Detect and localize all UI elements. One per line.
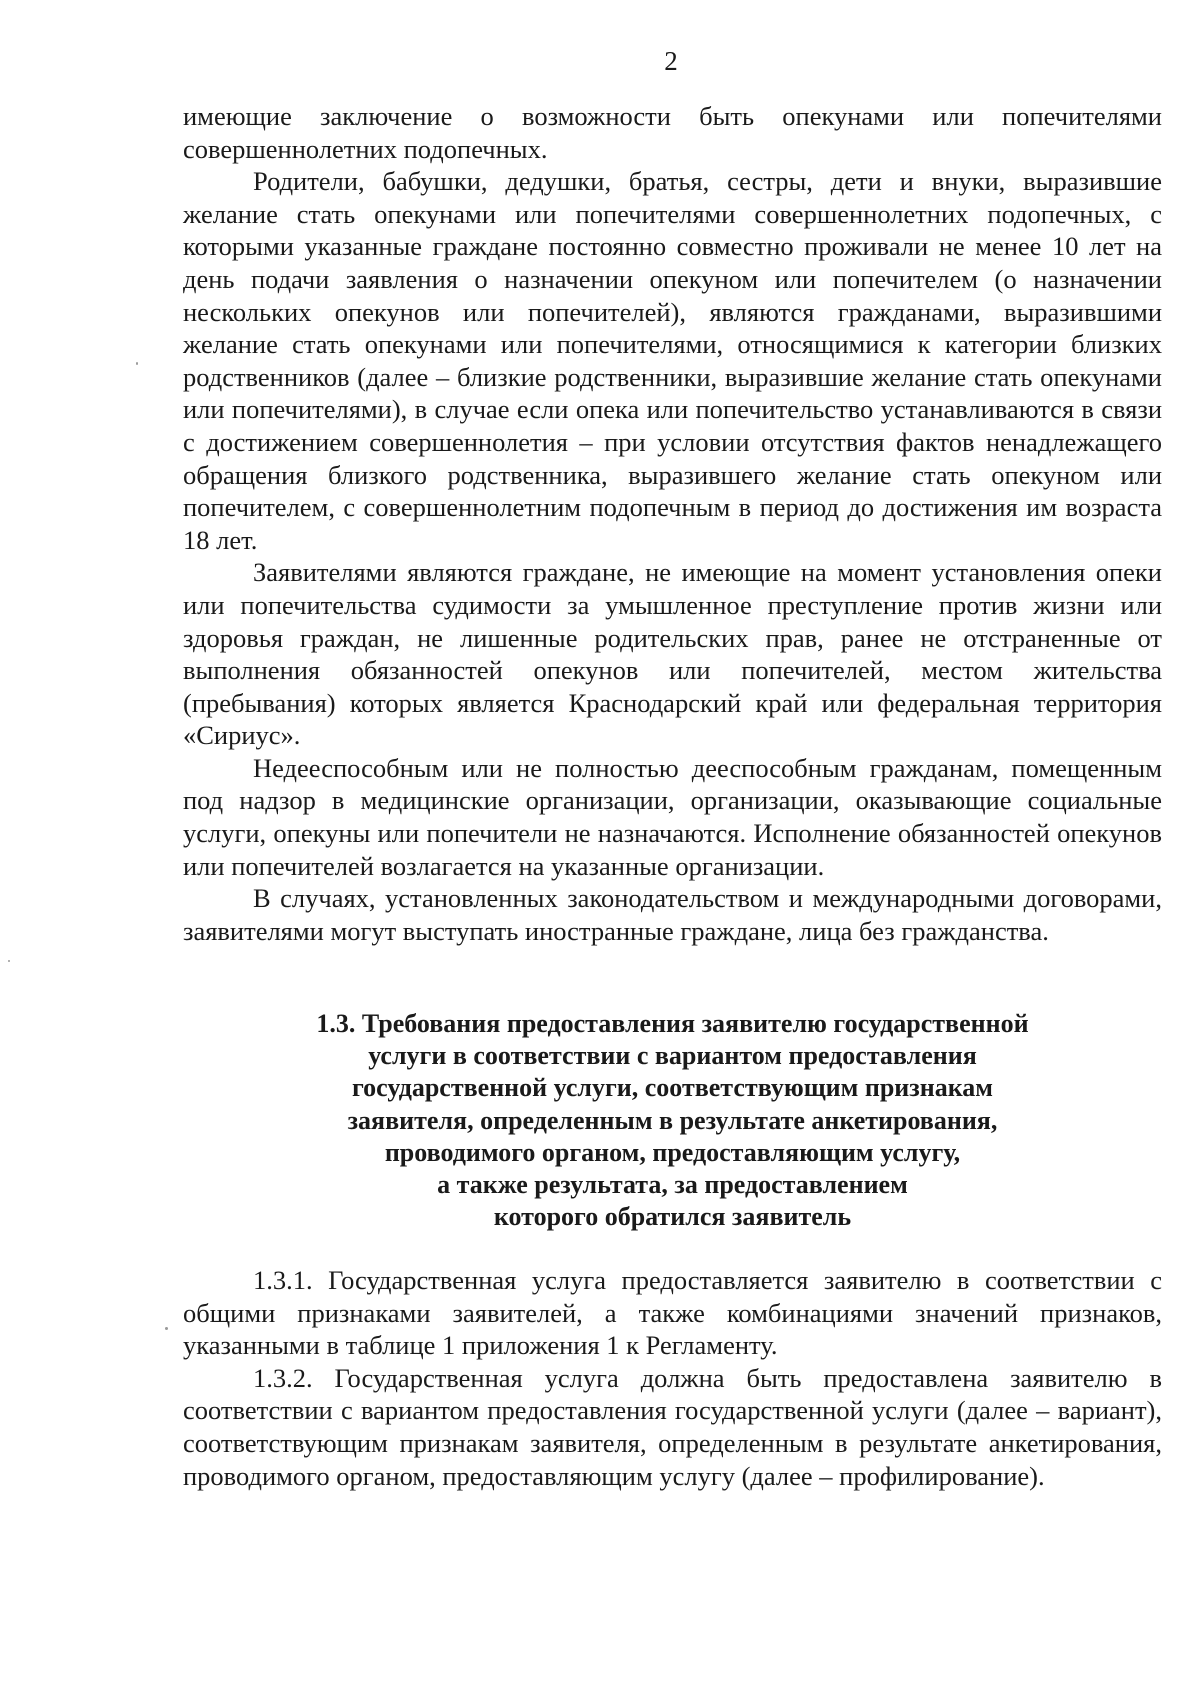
heading-line: заявителя, определенным в результате анкетирования,	[347, 1105, 998, 1135]
heading-line: проводимого органом, предоставляющим услугу,	[384, 1137, 961, 1167]
page-number: 2	[664, 46, 678, 76]
paragraph-applicants: Заявителями являются граждане, не имеющие на момент установления опеки или попечительства судимости за умышленное преступление против жизни или здоровья граждан, не лишенные родительских прав, ранее не отстраненные от выполнения обязанностей опекунов или попечителей, местом жительства (пребывания) которых является Краснодарский край или федеральная территория «Сириус».	[183, 557, 1162, 751]
heading-line: которого обратился заявитель	[493, 1202, 852, 1232]
heading-line: услуги в соответствии с вариантом предоставления	[368, 1041, 977, 1071]
scan-speck	[136, 362, 138, 365]
paragraph-incapacitated: Недееспособным или не полностью дееспособным гражданам, помещенным под надзор в медицинские организации, организации, оказывающие социальные услуги, опекуны или попечители не назначаются. Исполнение обязанностей опекунов или попечителей возлагается на указанные организации.	[183, 752, 1162, 881]
paragraph-close-relatives: Родители, бабушки, дедушки, братья, сестры, дети и внуки, выразившие желание стать опекунами или попечителями совершеннолетних подопечных, с которыми указанные граждане постоянно совместно проживали не менее 10 лет на день подачи заявления о назначении опекуном или попечителем (о назначении нескольких опекунов или попечителей), являются гражданами, выразившими желание стать опекунами или попечителями, относящимися к категории близких родственников (далее – близкие родственники, выразившие желание стать опекунами или попечителями), в случае если опека или попечительство устанавливаются в связи с достижением совершеннолетия – при условии отсутствия фактов ненадлежащего обращения близкого родственника, выразившего желание стать опекуном или попечителем, с совершеннолетним подопечным в период до достижения им возраста 18 лет.	[183, 166, 1162, 555]
heading-line: а также результата, за предоставлением	[437, 1170, 908, 1200]
scan-speck	[8, 960, 10, 962]
clause-1-3-2: 1.3.2. Государственная услуга должна быть предоставлена заявителю в соответствии с вариантом предоставления государственной услуги (далее – вариант), соответствующим признакам заявителя, определенным в результате анкетирования, проводимого органом, предоставляющим услугу (далее – профилирование).	[183, 1362, 1162, 1491]
scan-speck	[165, 1327, 168, 1330]
heading-line: государственной услуги, соответствующим признакам	[351, 1073, 994, 1103]
heading-line: 1.3. Требования предоставления заявителю государственной	[316, 1009, 1029, 1038]
clause-1-3-1: 1.3.1. Государственная услуга предоставляется заявителю в соответствии с общими признаками заявителей, а также комбинациями значений признаков, указанными в таблице 1 приложения 1 к Регламенту.	[183, 1265, 1162, 1361]
paragraph-continuation: имеющие заключение о возможности быть опекунами или попечителями совершеннолетних подопечных.	[183, 101, 1162, 164]
body-text	[183, 100, 1162, 947]
paragraph-foreign-citizens: В случаях, установленных законодательством и международными договорами, заявителями могут выступать иностранные граждане, лица без гражданства.	[183, 883, 1162, 946]
section-heading	[183, 1008, 1162, 1233]
section-body	[183, 1264, 1162, 1492]
